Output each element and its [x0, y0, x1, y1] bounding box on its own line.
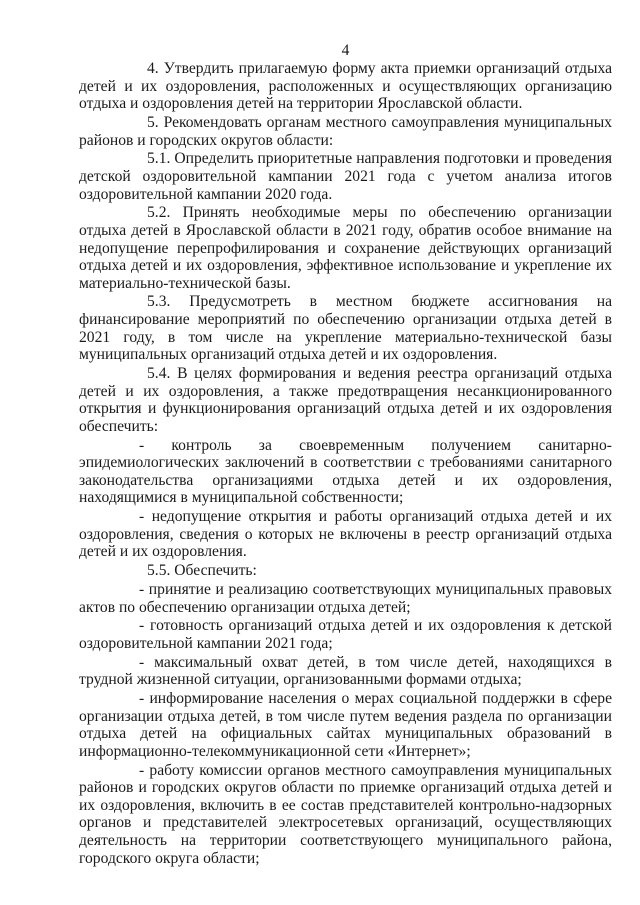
- list-item-control: - контроль за своевременным получением санитарно-эпидемиологических заключений в соответствии с требованиями санитарного законодательства организациями отдыха детей и их оздоровления, находящимися в муниципальной собственности;: [79, 436, 612, 507]
- page-number: 4: [341, 42, 350, 59]
- paragraph-5-5: 5.5. Обеспечить:: [147, 562, 257, 580]
- list-item-prevention: - недопущение открытия и работы организаций отдыха детей и их оздоровления, сведения о которых не включены в реестр организаций отдыха детей и их оздоровления.: [79, 508, 612, 561]
- paragraph-5-3: 5.3. Предусмотреть в местном бюджете ассигнования на финансирование мероприятий по обеспечению организации отдыха детей в 2021 году, в том числе на укрепление материально-технической базы муниципальных организаций отдыха детей и их оздоровления.: [79, 293, 612, 364]
- paragraph-5-4: 5.4. В целях формирования и ведения реестра организаций отдыха детей и их оздоровления, а также предотвращения несанкционированного открытия и функционирования организаций отдыха детей и их оздоровления обеспечить:: [79, 365, 612, 435]
- paragraph-5-1: 5.1. Определить приоритетные направления подготовки и проведения детской оздоровительной кампании 2021 года с учетом анализа итогов оздоровительной кампании 2020 года.: [79, 150, 612, 203]
- list-item-readiness: - готовность организаций отдыха детей и их оздоровления к детской оздоровительной кампании 2021 года;: [79, 617, 612, 652]
- list-item-commission: - работу комиссии органов местного самоуправления муниципальных районов и городских округов области по приемке организаций отдыха детей и их оздоровления, включить в ее состав представителей контрольно-надзорных органов и представителей электросетевых организаций, осуществляющих деятельность на территории соответствующего муниципального района, городского округа области;: [79, 761, 612, 867]
- list-item-informing: - информирование населения о мерах социальной поддержки в сфере организации отдыха детей, в том числе путем ведения раздела по организации отдыха детей на официальных сайтах муниципальных образований в информационно-телекоммуникационной сети «Интернет»;: [79, 690, 612, 760]
- paragraph-5-2: 5.2. Принять необходимые меры по обеспечению организации отдыха детей в Ярославской области в 2021 году, обратив особое внимание на недопущение перепрофилирования и сохранение действующих организаций отдыха детей и их оздоровления, эффективное использование и укрепление их материально-технической базы.: [79, 204, 612, 292]
- paragraph-4: 4. Утвердить прилагаемую форму акта приемки организаций отдыха детей и их оздоровления, расположенных и осуществляющих организацию отдыха и оздоровления детей на территории Ярославской области.: [79, 60, 612, 113]
- document-page: [79, 0, 612, 905]
- document-body: [79, 60, 612, 868]
- list-item-acts: - принятие и реализацию соответствующих муниципальных правовых актов по обеспечению организации отдыха детей;: [79, 580, 612, 616]
- paragraph-5: 5. Рекомендовать органам местного самоуправления муниципальных районов и городских округов области:: [79, 113, 612, 149]
- list-item-coverage: - максимальный охват детей, в том числе детей, находящихся в трудной жизненной ситуации, организованными формами отдыха;: [79, 653, 612, 689]
